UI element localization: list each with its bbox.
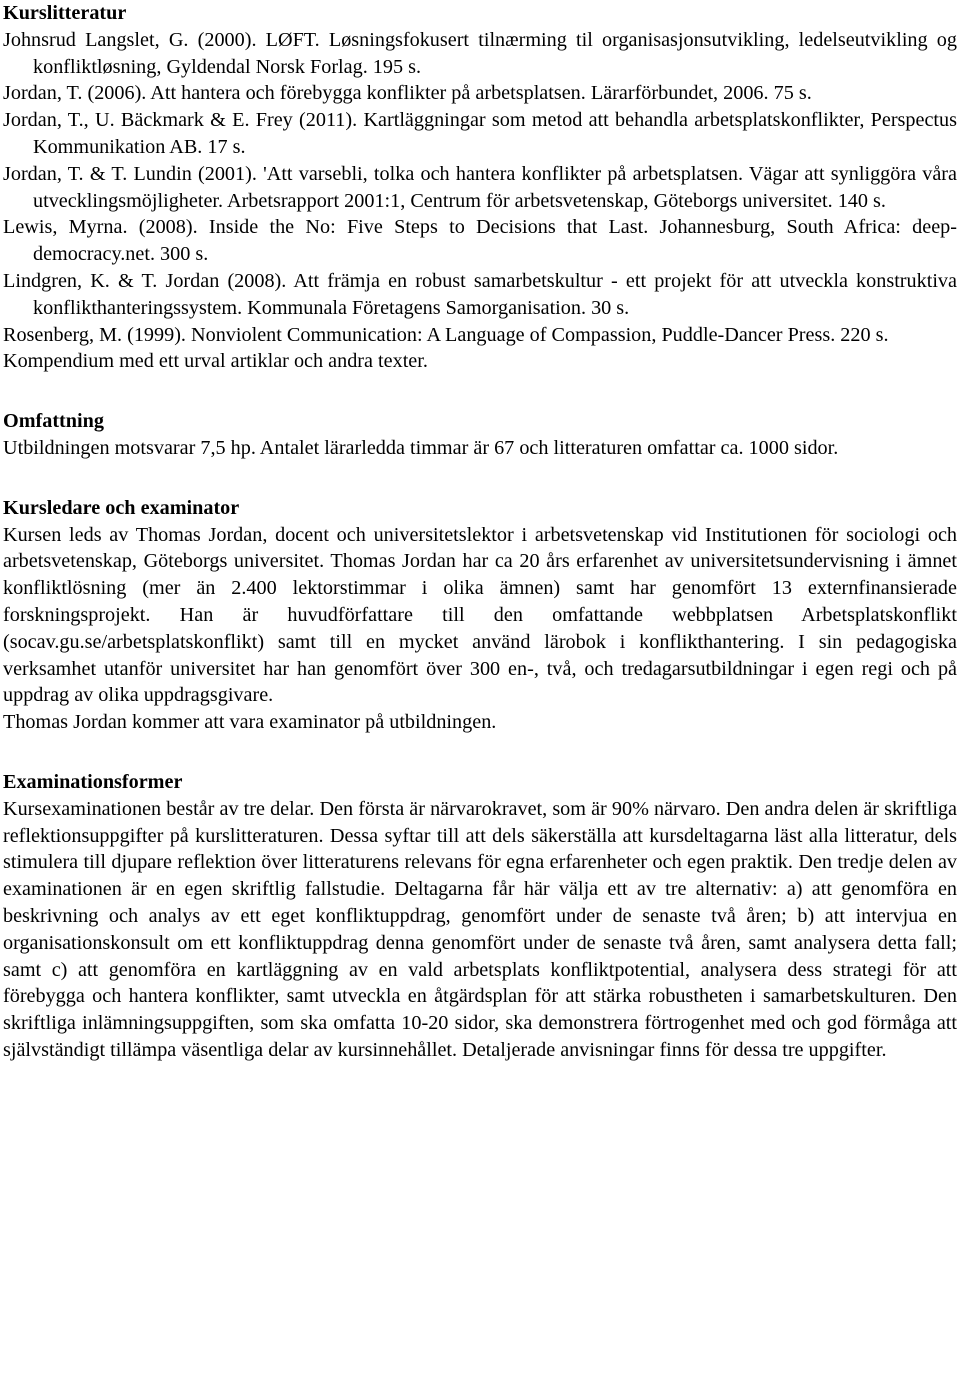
examiner-text: Thomas Jordan kommer att vara examinator på utbildningen. (3, 711, 497, 734)
leader-heading: Kursledare och examinator (3, 496, 240, 519)
compendium-note: Kompendium med ett urval artiklar och andra texter. (3, 350, 428, 373)
reference-item: Jordan, T., U. Bäckmark & E. Frey (2011). Kartläggningar som metod att behandla arbetsplatskonflikter, Perspectus Kommunikation AB. 17 s. (3, 109, 957, 158)
leader-section (3, 495, 957, 736)
reference-item: Jordan, T. (2006). Att hantera och förebygga konflikter på arbetsplatsen. Lärarförbundet, 2006. 75 s. (3, 82, 812, 105)
exam-text: Kursexaminationen består av tre delar. Den första är närvarokravet, som är 90% närvaro. Den andra delen är skriftliga reflektionsuppgifter på kurslitteraturen. Dessa syftar till att dels säkerställa att kursdeltagarna läst alla litteratur, dels stimulera till djupare reflektion över litteraturens relevans för egna erfarenheter och egen praktik. Den tredje delen av examinationen är en egen skriftlig fallstudie. Deltagarna får här välja ett av tre alternativ: a) att genomföra en beskrivning och analys av ett eget konfliktuppdrag, genomfört under de senaste två åren; b) att intervjua en organisationskonsult om ett konfliktuppdrag denna genomfört under de senaste två åren, samt analysera detta fall; samt c) att genomföra en kartläggning av en vald arbetsplats konfliktpotential, analysera dess strategi för att förebygga och hantera konflikter, samt utveckla en åtgärdsplan för att stärka robustheten i samarbetskulturen. Den skriftliga inlämningsuppgiften, som ska omfatta 10-20 sidor, ska demonstrera förtrogenhet med och god förmåga att självständigt tillämpa väsentliga delar av kursinnehållet. Detaljerade anvisningar finns för dessa tre uppgifter. (3, 797, 957, 1061)
reference-item: Jordan, T. & T. Lundin (2001). 'Att varsebli, tolka och hantera konflikter på arbetsplatsen. Vägar att synliggöra våra utvecklingsmöjligheter. Arbetsrapport 2001:1, Centrum för arbetsvetenskap, Göteborgs universitet. 140 s. (3, 162, 957, 212)
reference-item: Lewis, Myrna. (2008). Inside the No: Five Steps to Decisions that Last. Johannesburg, South Africa: deep-democracy.net. 300 s. (3, 216, 957, 266)
exam-section (3, 769, 957, 1064)
scope-text: Utbildningen motsvarar 7,5 hp. Antalet lärarledda timmar är 67 och litteraturen omfattar ca. 1000 sidor. (3, 436, 839, 459)
reference-item: Johnsrud Langslet, G. (2000). LØFT. Løsningsfokusert tilnærming til organisasjonsutvikling, ledelseutvikling og konfliktløsning, Gyldendal Norsk Forlag. 195 s. (3, 28, 957, 78)
literature-section (3, 0, 957, 375)
scope-heading: Omfattning (3, 410, 104, 433)
reference-item: Rosenberg, M. (1999). Nonviolent Communication: A Language of Compassion, Puddle-Dancer Press. 220 s. (3, 323, 889, 346)
reference-item: Lindgren, K. & T. Jordan (2008). Att främja en robust samarbetskultur - ett projekt för att utveckla konstruktiva konflikthanteringssystem. Kommunala Företagens Samorganisation. 30 s. (3, 269, 957, 319)
literature-heading: Kurslitteratur (3, 2, 127, 24)
scope-section (3, 408, 957, 462)
exam-heading: Examinationsformer (3, 770, 183, 793)
leader-text: Kursen leds av Thomas Jordan, docent och universitetslektor i arbetsvetenskap vid Institutionen för sociologi och arbetsvetenskap, Göteborgs universitet. Thomas Jordan har ca 20 års erfarenhet av universitetsundervisning i ämnet konfliktlösning (mer än 2.400 lektorstimmar i olika ämnen) samt har genomfört 13 externfinansierade forskningsprojekt. Han är huvudförfattare till den omfattande webbplatsen Arbetsplatskonflikt (socav.gu.se/arbetsplatskonflikt) samt till en mycket använd lärobok i konflikthantering. I sin pedagogiska verksamhet utanför universitet har han genomfört över 300 en-, två, och tredagarsutbildningar i egen regi och på uppdrag av olika uppdragsgivare. (3, 523, 957, 707)
